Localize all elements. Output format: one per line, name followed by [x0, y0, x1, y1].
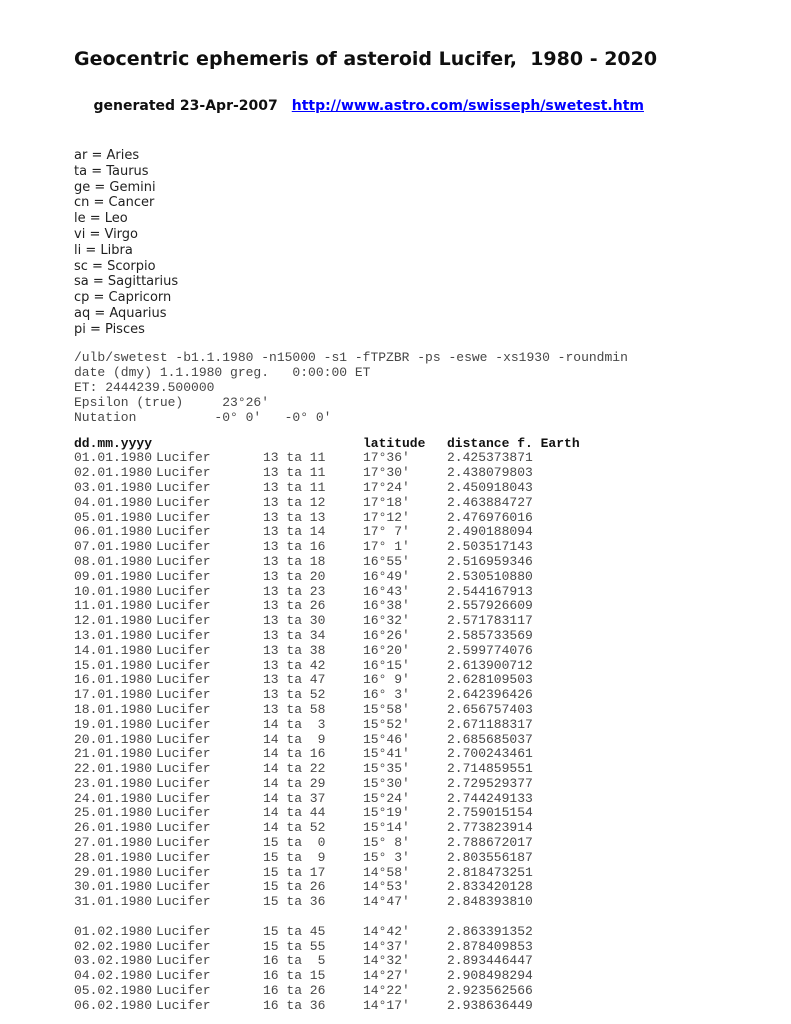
cell-body-name: Lucifer: [156, 672, 211, 688]
cell-distance: 2.599774076: [447, 642, 533, 658]
cell-distance: 2.744249133: [447, 790, 533, 806]
cell-latitude: 14°47': [363, 894, 410, 910]
cell-body-name: Lucifer: [156, 553, 211, 569]
cell-latitude: 16°26': [363, 627, 410, 643]
cell-date: 14.01.1980: [74, 642, 153, 658]
command-block: [74, 350, 771, 425]
cell-longitude: 15 ta 45: [263, 923, 326, 939]
cell-longitude: 14 ta 37: [263, 790, 326, 806]
cell-distance: 2.530510880: [447, 568, 533, 584]
cell-latitude: 14°58': [363, 864, 410, 880]
cell-body-name: Lucifer: [156, 953, 211, 969]
cell-body-name: Lucifer: [156, 524, 211, 540]
cell-longitude: 14 ta 16: [263, 746, 326, 762]
table-row: [74, 777, 771, 792]
header-distance: distance f. Earth: [447, 435, 580, 451]
cell-latitude: 16°49': [363, 568, 410, 584]
table-row: [74, 496, 771, 511]
cell-latitude: 14°22': [363, 983, 410, 999]
cell-date: 19.01.1980: [74, 716, 153, 732]
cell-longitude: 15 ta 0: [263, 835, 326, 851]
table-row: [74, 895, 771, 910]
cell-body-name: Lucifer: [156, 835, 211, 851]
header-latitude: latitude: [363, 435, 426, 451]
cell-latitude: 15°19': [363, 805, 410, 821]
cell-longitude: 14 ta 22: [263, 761, 326, 777]
cell-latitude: 17° 1': [363, 539, 410, 555]
table-row: [74, 540, 771, 555]
cell-distance: 2.729529377: [447, 775, 533, 791]
cell-date: 07.01.1980: [74, 539, 153, 555]
cell-date: 16.01.1980: [74, 672, 153, 688]
cell-date: 11.01.1980: [74, 598, 153, 614]
cell-distance: 2.642396426: [447, 687, 533, 703]
cell-body-name: Lucifer: [156, 879, 211, 895]
cell-body-name: Lucifer: [156, 849, 211, 865]
cell-date: 03.02.1980: [74, 953, 153, 969]
cell-date: 06.02.1980: [74, 997, 153, 1013]
table-row: [74, 614, 771, 629]
table-row: [74, 954, 771, 969]
cell-latitude: 15°14': [363, 820, 410, 836]
cell-longitude: 13 ta 11: [263, 465, 326, 481]
legend-item: sa = Sagittarius: [74, 274, 179, 290]
cell-longitude: 16 ta 36: [263, 997, 326, 1013]
cell-latitude: 14°37': [363, 938, 410, 954]
cell-date: 02.01.1980: [74, 465, 153, 481]
cell-date: 27.01.1980: [74, 835, 153, 851]
table-row: [74, 836, 771, 851]
table-row: [74, 880, 771, 895]
cell-body-name: Lucifer: [156, 642, 211, 658]
legend-item: cn = Cancer: [74, 195, 155, 211]
cell-distance: 2.490188094: [447, 524, 533, 540]
legend-item: ar = Aries: [74, 148, 140, 163]
cell-date: 05.02.1980: [74, 983, 153, 999]
page-title: Geocentric ephemeris of asteroid Lucifer, 1980 - 2020: [74, 48, 658, 70]
table-row: [74, 747, 771, 762]
cell-date: 31.01.1980: [74, 894, 153, 910]
cell-date: 15.01.1980: [74, 657, 153, 673]
cell-longitude: 13 ta 26: [263, 598, 326, 614]
table-row: [74, 792, 771, 807]
table-row: [74, 659, 771, 674]
cell-longitude: 14 ta 3: [263, 716, 326, 732]
cell-distance: 2.503517143: [447, 539, 533, 555]
cell-distance: 2.571783117: [447, 613, 533, 629]
table-row: [74, 481, 771, 496]
cell-longitude: 15 ta 55: [263, 938, 326, 954]
table-row: [74, 821, 771, 836]
cell-distance: 2.833420128: [447, 879, 533, 895]
cell-latitude: 15°24': [363, 790, 410, 806]
cell-latitude: 14°42': [363, 923, 410, 939]
cell-body-name: Lucifer: [156, 923, 211, 939]
cell-latitude: 17°30': [363, 465, 410, 481]
table-header-row: [74, 437, 771, 452]
legend-item: cp = Capricorn: [74, 290, 172, 306]
cell-body-name: Lucifer: [156, 687, 211, 703]
group-spacer: [74, 910, 771, 925]
cell-longitude: 15 ta 17: [263, 864, 326, 880]
cell-body-name: Lucifer: [156, 746, 211, 762]
cell-date: 18.01.1980: [74, 701, 153, 717]
cell-latitude: 14°32': [363, 953, 410, 969]
cell-longitude: 13 ta 13: [263, 509, 326, 525]
cell-latitude: 16°20': [363, 642, 410, 658]
legend-item: li = Libra: [74, 242, 133, 258]
table-row: [74, 718, 771, 733]
cell-date: 25.01.1980: [74, 805, 153, 821]
cell-body-name: Lucifer: [156, 598, 211, 614]
ephemeris-table: [74, 437, 771, 1014]
cell-distance: 2.803556187: [447, 849, 533, 865]
cell-distance: 2.908498294: [447, 968, 533, 984]
cell-date: 05.01.1980: [74, 509, 153, 525]
cell-latitude: 15°52': [363, 716, 410, 732]
table-row: [74, 688, 771, 703]
cell-body-name: Lucifer: [156, 894, 211, 910]
cell-latitude: 14°27': [363, 968, 410, 984]
cell-latitude: 16° 3': [363, 687, 410, 703]
cell-longitude: 13 ta 30: [263, 613, 326, 629]
cell-distance: 2.818473251: [447, 864, 533, 880]
cell-date: 01.02.1980: [74, 923, 153, 939]
cell-longitude: 15 ta 36: [263, 894, 326, 910]
cell-longitude: 13 ta 14: [263, 524, 326, 540]
cell-latitude: 15°58': [363, 701, 410, 717]
cell-distance: 2.613900712: [447, 657, 533, 673]
cell-longitude: 13 ta 42: [263, 657, 326, 673]
cell-body-name: Lucifer: [156, 790, 211, 806]
cell-latitude: 16°15': [363, 657, 410, 673]
table-row: [74, 466, 771, 481]
cell-date: 03.01.1980: [74, 479, 153, 495]
cell-latitude: 15° 3': [363, 849, 410, 865]
cell-longitude: 14 ta 52: [263, 820, 326, 836]
cell-body-name: Lucifer: [156, 775, 211, 791]
cell-date: 10.01.1980: [74, 583, 153, 599]
cell-body-name: Lucifer: [156, 864, 211, 880]
legend-item: ge = Gemini: [74, 179, 156, 195]
cell-date: 24.01.1980: [74, 790, 153, 806]
cell-body-name: Lucifer: [156, 450, 211, 466]
cell-longitude: 13 ta 18: [263, 553, 326, 569]
cell-distance: 2.438079803: [447, 465, 533, 481]
cell-date: 28.01.1980: [74, 849, 153, 865]
table-row: [74, 851, 771, 866]
legend-item: ta = Taurus: [74, 163, 149, 179]
cell-body-name: Lucifer: [156, 997, 211, 1013]
cell-body-name: Lucifer: [156, 539, 211, 555]
cell-body-name: Lucifer: [156, 805, 211, 821]
command-line: Nutation -0° 0' -0° 0': [74, 409, 332, 425]
cell-date: 21.01.1980: [74, 746, 153, 762]
cell-longitude: 13 ta 11: [263, 450, 326, 466]
table-row: [74, 629, 771, 644]
cell-longitude: 13 ta 58: [263, 701, 326, 717]
cell-date: 02.02.1980: [74, 938, 153, 954]
legend-item: aq = Aquarius: [74, 305, 167, 321]
cell-latitude: 16°32': [363, 613, 410, 629]
cell-date: 01.01.1980: [74, 450, 153, 466]
cell-longitude: 14 ta 29: [263, 775, 326, 791]
table-row: [74, 703, 771, 718]
cell-distance: 2.628109503: [447, 672, 533, 688]
table-row: [74, 999, 771, 1014]
cell-date: 13.01.1980: [74, 627, 153, 643]
cell-body-name: Lucifer: [156, 627, 211, 643]
table-row: [74, 733, 771, 748]
table-row: [74, 940, 771, 955]
table-row: [74, 969, 771, 984]
cell-distance: 2.923562566: [447, 983, 533, 999]
cell-latitude: 15°35': [363, 761, 410, 777]
cell-body-name: Lucifer: [156, 465, 211, 481]
cell-body-name: Lucifer: [156, 968, 211, 984]
table-row: [74, 673, 771, 688]
cell-body-name: Lucifer: [156, 731, 211, 747]
cell-date: 12.01.1980: [74, 613, 153, 629]
cell-latitude: 17° 7': [363, 524, 410, 540]
cell-longitude: 13 ta 11: [263, 479, 326, 495]
cell-distance: 2.671188317: [447, 716, 533, 732]
cell-distance: 2.700243461: [447, 746, 533, 762]
table-row: [74, 806, 771, 821]
cell-distance: 2.773823914: [447, 820, 533, 836]
legend-item: vi = Virgo: [74, 226, 139, 242]
table-row: [74, 599, 771, 614]
cell-distance: 2.450918043: [447, 479, 533, 495]
generated-line: [74, 81, 771, 132]
cell-date: 26.01.1980: [74, 820, 153, 836]
cell-distance: 2.463884727: [447, 494, 533, 510]
cell-date: 22.01.1980: [74, 761, 153, 777]
cell-distance: 2.759015154: [447, 805, 533, 821]
cell-latitude: 15°41': [363, 746, 410, 762]
legend-list: [74, 148, 771, 338]
header-empty-name: [156, 437, 263, 452]
cell-longitude: 13 ta 20: [263, 568, 326, 584]
cell-body-name: Lucifer: [156, 509, 211, 525]
cell-date: 17.01.1980: [74, 687, 153, 703]
cell-distance: 2.656757403: [447, 701, 533, 717]
cell-longitude: 16 ta 26: [263, 983, 326, 999]
cell-date: 09.01.1980: [74, 568, 153, 584]
cell-date: 08.01.1980: [74, 553, 153, 569]
cell-latitude: 16°38': [363, 598, 410, 614]
cell-distance: 2.878409853: [447, 938, 533, 954]
legend-item: sc = Scorpio: [74, 258, 156, 274]
command-line: date (dmy) 1.1.1980 greg. 0:00:00 ET: [74, 364, 371, 380]
cell-distance: 2.685685037: [447, 731, 533, 747]
cell-latitude: 16°43': [363, 583, 410, 599]
cell-longitude: 16 ta 5: [263, 953, 326, 969]
cell-distance: 2.788672017: [447, 835, 533, 851]
legend-item: pi = Pisces: [74, 321, 145, 337]
cell-longitude: 13 ta 38: [263, 642, 326, 658]
cell-body-name: Lucifer: [156, 613, 211, 629]
table-row: [74, 585, 771, 600]
header-empty-longitude: [263, 437, 363, 452]
cell-date: 29.01.1980: [74, 864, 153, 880]
cell-longitude: 15 ta 26: [263, 879, 326, 895]
table-row: [74, 984, 771, 999]
cell-longitude: 13 ta 52: [263, 687, 326, 703]
cell-body-name: Lucifer: [156, 820, 211, 836]
cell-latitude: 16° 9': [363, 672, 410, 688]
table-row: [74, 451, 771, 466]
cell-latitude: 15°46': [363, 731, 410, 747]
cell-longitude: 16 ta 15: [263, 968, 326, 984]
ephemeris-table-body: [74, 451, 771, 1013]
cell-latitude: 15°30': [363, 775, 410, 791]
cell-longitude: 13 ta 47: [263, 672, 326, 688]
table-row: [74, 866, 771, 881]
table-row: [74, 762, 771, 777]
cell-longitude: 13 ta 16: [263, 539, 326, 555]
table-row: [74, 555, 771, 570]
cell-latitude: 16°55': [363, 553, 410, 569]
cell-date: 30.01.1980: [74, 879, 153, 895]
cell-date: 06.01.1980: [74, 524, 153, 540]
cell-distance: 2.476976016: [447, 509, 533, 525]
ephemeris-link[interactable]: http://www.astro.com/swisseph/swetest.htm: [291, 98, 644, 114]
cell-distance: 2.893446447: [447, 953, 533, 969]
legend-item: le = Leo: [74, 211, 128, 227]
cell-longitude: 14 ta 44: [263, 805, 326, 821]
command-line: /ulb/swetest -b1.1.1980 -n15000 -s1 -fTPZBR -ps -eswe -xs1930 -roundmin: [74, 349, 628, 365]
cell-body-name: Lucifer: [156, 983, 211, 999]
cell-body-name: Lucifer: [156, 568, 211, 584]
cell-distance: 2.516959346: [447, 553, 533, 569]
cell-longitude: 13 ta 12: [263, 494, 326, 510]
cell-longitude: 14 ta 9: [263, 731, 326, 747]
cell-date: 04.01.1980: [74, 494, 153, 510]
cell-longitude: 15 ta 9: [263, 849, 326, 865]
cell-body-name: Lucifer: [156, 479, 211, 495]
header-date: dd.mm.yyyy: [74, 435, 153, 451]
table-row: [74, 925, 771, 940]
cell-distance: 2.863391352: [447, 923, 533, 939]
cell-distance: 2.938636449: [447, 997, 533, 1013]
generated-label: generated 23-Apr-2007: [93, 98, 278, 114]
cell-date: 23.01.1980: [74, 775, 153, 791]
cell-longitude: 13 ta 34: [263, 627, 326, 643]
cell-body-name: Lucifer: [156, 761, 211, 777]
cell-distance: 2.585733569: [447, 627, 533, 643]
command-line: ET: 2444239.500000: [74, 379, 215, 395]
cell-latitude: 14°17': [363, 997, 410, 1013]
cell-body-name: Lucifer: [156, 583, 211, 599]
table-row: [74, 570, 771, 585]
cell-date: 04.02.1980: [74, 968, 153, 984]
cell-distance: 2.848393810: [447, 894, 533, 910]
cell-latitude: 14°53': [363, 879, 410, 895]
cell-distance: 2.714859551: [447, 761, 533, 777]
cell-latitude: 15° 8': [363, 835, 410, 851]
cell-body-name: Lucifer: [156, 657, 211, 673]
cell-latitude: 17°36': [363, 450, 410, 466]
cell-body-name: Lucifer: [156, 716, 211, 732]
cell-body-name: Lucifer: [156, 494, 211, 510]
table-row: [74, 644, 771, 659]
cell-distance: 2.544167913: [447, 583, 533, 599]
command-line: Epsilon (true) 23°26': [74, 394, 270, 410]
cell-date: 20.01.1980: [74, 731, 153, 747]
table-row: [74, 525, 771, 540]
cell-longitude: 13 ta 23: [263, 583, 326, 599]
cell-latitude: 17°24': [363, 479, 410, 495]
cell-body-name: Lucifer: [156, 938, 211, 954]
cell-distance: 2.557926609: [447, 598, 533, 614]
cell-latitude: 17°18': [363, 494, 410, 510]
cell-latitude: 17°12': [363, 509, 410, 525]
cell-distance: 2.425373871: [447, 450, 533, 466]
table-row: [74, 511, 771, 526]
cell-body-name: Lucifer: [156, 701, 211, 717]
